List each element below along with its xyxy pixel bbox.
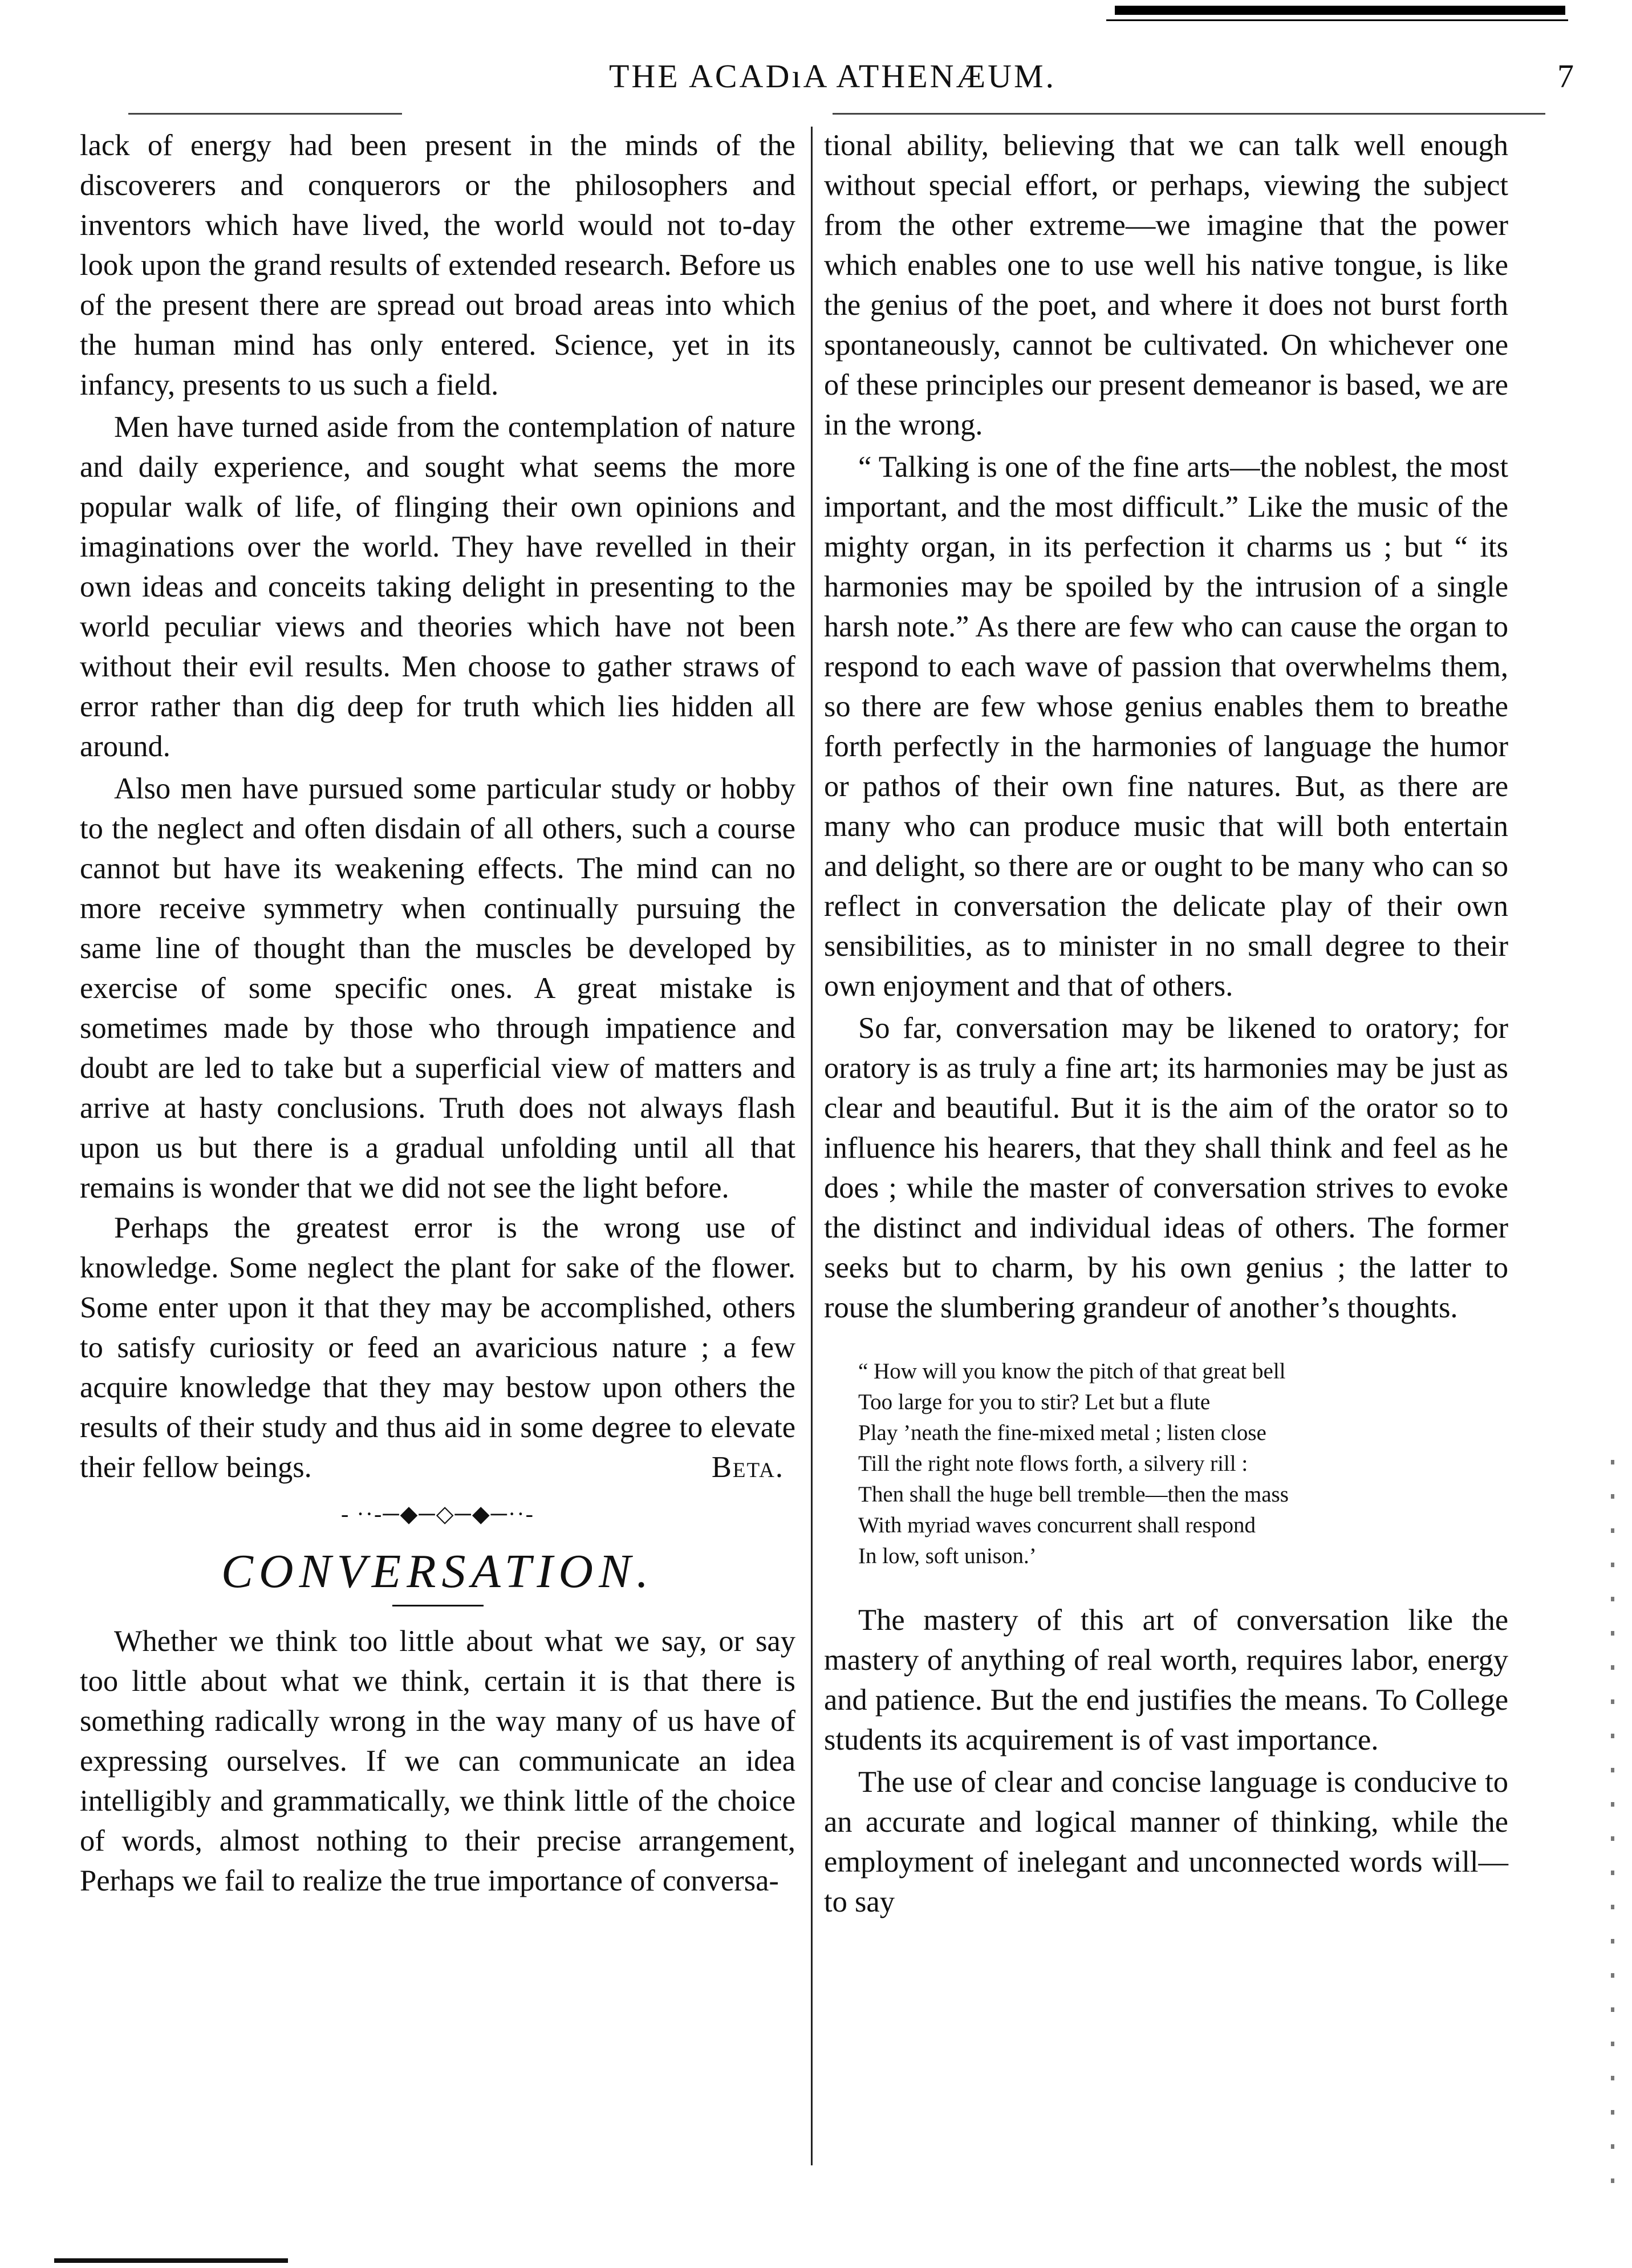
poem-line: Play ’neath the fine-mixed metal ; listen close xyxy=(858,1421,1266,1445)
poem-line: Till the right note flows forth, a silvery rill : xyxy=(858,1451,1248,1476)
poem-line: In low, soft unison.’ xyxy=(858,1544,1037,1568)
paragraph: Also men have pursued some particular study or hobby to the neglect and often disdain of all others, such a course cannot but have its weakening effects. The mind can no more receive symmetry when continually pursuing the same line of thought than the muscles be developed by exercise of some specific ones. A great mistake is sometimes made by those who through impatience and doubt are led to take but a superficial view of matters and arrive at hasty conclusions. Truth does not always flash upon us but there is a gradual unfolding until all that remains is wonder that we did not see the light before. xyxy=(80,772,795,1204)
paragraph: The mastery of this art of conversation like the mastery of anything of real worth, requires labor, energy and patience. But the end justifies the means. To College students its acquirement is of vast importance. xyxy=(824,1604,1508,1756)
poem-line: With myriad waves concurrent shall respond xyxy=(858,1513,1256,1537)
header-dash-left xyxy=(128,113,402,115)
quoted-poem xyxy=(858,1356,1508,1572)
paragraph: lack of energy had been present in the minds of the discoverers and conquerors or the philosophers and inventors which have lived, the world would not to-day look upon the grand results of extended research. Before us of the present there are spread out broad areas into which the human mind has only entered. Science, yet in its infancy, presents to us such a field. xyxy=(80,129,795,401)
right-column xyxy=(824,125,1508,1922)
column-divider xyxy=(811,127,813,2165)
paragraph: “ Talking is one of the fine arts—the noblest, the most important, and the most difficult.” Like the music of the mighty organ, in its perfection it charms us ; but “ its harmonies may be spoiled by the intrusion of a single harsh note.” As there are few who can cause the organ to respond to each wave of passion that overwhelms them, so there are few whose genius enables them to breathe forth perfectly in the harmonies of language the humor or pathos of their own fine natures. But, as there are many who can produce music that will both entertain and delight, so there are or ought to be many who can so reflect in conversation the delicate play of their own sensibilities, as to minister in no small degree to their own enjoyment and that of others. xyxy=(824,451,1508,1003)
paragraph: So far, conversation may be likened to oratory; for oratory is as truly a fine art; its harmonies may be just as clear and beautiful. But it is the aim of the orator so to influence his hearers, that they shall think and feel as he does ; while the master of conversation strives to evoke the distinct and individual ideas of others. The former seeks but to charm, by his own genius ; the latter to rouse the slumbering grandeur of another’s thoughts. xyxy=(824,1012,1508,1324)
page-number: 7 xyxy=(1557,58,1574,95)
section-ornament: - ··-─◆─◇─◆─··- xyxy=(341,1501,534,1527)
page-header xyxy=(80,57,1580,103)
top-decorative-rule xyxy=(1115,6,1565,15)
paragraph: Whether we think too little about what we say, or say too little about what we think, certain it is that there is something radically wrong in the way many of us have of expressing ourselves. If we can communicate an idea intelligibly and grammatically, we think little of the choice of words, almost nothing to their precise arrangement, Perhaps we fail to realize the true importance of conversa- xyxy=(80,1625,795,1897)
paragraph: The use of clear and concise language is conducive to an accurate and logical manner of thinking, while the employment of inelegant and unconnected words will—to say xyxy=(824,1766,1508,1918)
paragraph: Men have turned aside from the contemplation of nature and daily experience, and sought what seems the more popular walk of life, of flinging their own opinions and imaginations over the world. They have revelled in their own ideas and conceits taking delight in presenting to the world peculiar views and theories which have not been without their evil results. Men choose to gather straws of error rather than dig deep for truth which lies hidden all around. xyxy=(80,411,795,763)
paragraph: tional ability, believing that we can talk well enough without special effort, or perhaps, viewing the subject from the other extreme—we imagine that the power which enables one to use well his native tongue, is like the genius of the poet, and where it does not burst forth spontaneously, cannot be cultivated. On whichever one of these principles our present demeanor is based, we are in the wrong. xyxy=(824,129,1508,441)
left-column xyxy=(80,125,795,1901)
author-signature: Beta. xyxy=(711,1451,784,1484)
poem-line: “ How will you know the pitch of that great bell xyxy=(858,1359,1286,1383)
running-head: THE ACADıA ATHENÆUM. xyxy=(608,58,1057,95)
title-underline xyxy=(392,1605,484,1606)
poem-line: Then shall the huge bell tremble—then the mass xyxy=(858,1482,1289,1507)
poem-line: Too large for you to stir? Let but a flute xyxy=(858,1390,1211,1414)
paragraph: Perhaps the greatest error is the wrong use of knowledge. Some neglect the plant for sake of the flower. Some enter upon it that they may be accomplished, others to satisfy curiosity or feed an avaricious nature ; a few acquire knowledge that they may bestow upon others the results of their study and thus aid in some degree to elevate their fellow beings. xyxy=(80,1211,795,1484)
bottom-rule xyxy=(54,2258,288,2263)
closing-paragraph-block xyxy=(80,1208,795,1487)
section-title: CONVERSATION. xyxy=(221,1545,655,1598)
header-dash-right xyxy=(833,113,1545,115)
scan-edge-marks xyxy=(1611,1460,1614,2201)
top-thin-rule xyxy=(1106,19,1568,21)
